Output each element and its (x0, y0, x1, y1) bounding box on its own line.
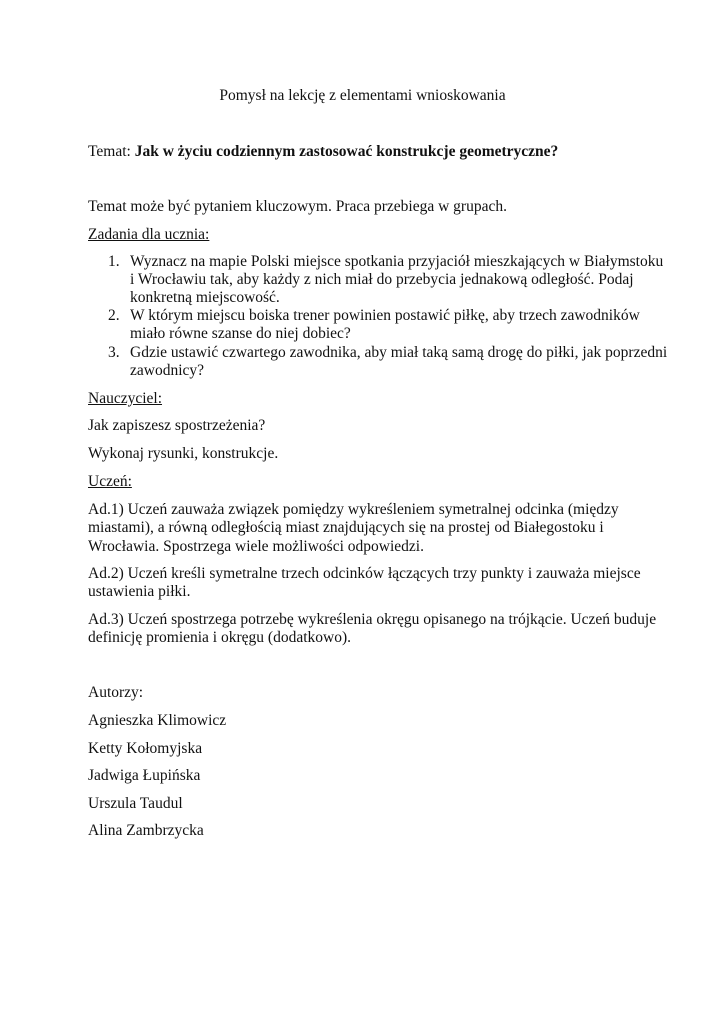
paragraph-line: Wrocławia. Spostrzega wiele możliwości odpowiedzi. (88, 538, 424, 555)
teacher-line-2: Wykonaj rysunki, konstrukcje. (88, 445, 279, 462)
task-text (130, 307, 650, 343)
teacher-line-1: Jak zapiszesz spostrzeżenia? (88, 417, 266, 434)
authors-heading: Autorzy: (88, 684, 144, 701)
task-line: i Wrocławiu tak, aby każdy z nich miał do przebycia jednakową odległość. Podaj (130, 271, 634, 288)
teacher-heading: Nauczyciel: (88, 390, 163, 407)
topic-line (88, 143, 558, 161)
student-heading: Uczeń: (88, 473, 132, 490)
paragraph-line: Ad.3) Uczeń spostrzega potrzebę wykreślenia okręgu opisanego na trójkącie. Uczeń buduje (88, 611, 657, 628)
task-number: 3. (108, 344, 120, 361)
author-name: Agnieszka Klimowicz (88, 712, 227, 729)
tasks-heading: Zadania dla ucznia: (88, 226, 210, 243)
topic-text: Jak w życiu codziennym zastosować konstrukcje geometryczne? (134, 143, 559, 160)
task-line: Wyznacz na mapie Polski miejsce spotkania przyjaciół mieszkających w Białymstoku (130, 253, 664, 270)
paragraph-line: ustawienia piłki. (88, 583, 191, 600)
author-name: Jadwiga Łupińska (88, 767, 201, 784)
task-number: 1. (108, 253, 120, 270)
task-line: konkretną miejscowość. (130, 289, 280, 306)
author-name: Ketty Kołomyjska (88, 740, 203, 757)
task-line: Gdzie ustawić czwartego zawodnika, aby miał taką samą drogę do piłki, jak poprzedni (130, 344, 668, 361)
document-title: Pomysł na lekcję z elementami wnioskowania (219, 87, 506, 104)
topic-label: Temat: (88, 143, 135, 160)
task-line: W którym miejscu boiska trener powinien postawić piłkę, aby trzech zawodników (130, 307, 640, 324)
task-line: zawodnicy? (130, 362, 205, 379)
task-text (130, 344, 668, 380)
task-text (130, 253, 664, 307)
paragraph-line: Ad.1) Uczeń zauważa związek pomiędzy wykreśleniem symetralnej odcinka (między (88, 501, 619, 518)
author-name: Alina Zambrzycka (88, 822, 204, 839)
paragraph-line: miastami), a równą odległością miast znajdujących się na prostej od Białegostoku i (88, 519, 604, 536)
intro-text: Temat może być pytaniem kluczowym. Praca przebiega w grupach. (88, 198, 507, 215)
paragraph-line: definicję promienia i okręgu (dodatkowo). (88, 629, 351, 646)
author-name: Urszula Taudul (88, 795, 183, 812)
task-line: miało równe szanse do niej dobiec? (130, 325, 351, 342)
task-number: 2. (108, 307, 120, 324)
paragraph-line: Ad.2) Uczeń kreśli symetralne trzech odcinków łączących trzy punkty i zauważa miejsce (88, 565, 641, 582)
